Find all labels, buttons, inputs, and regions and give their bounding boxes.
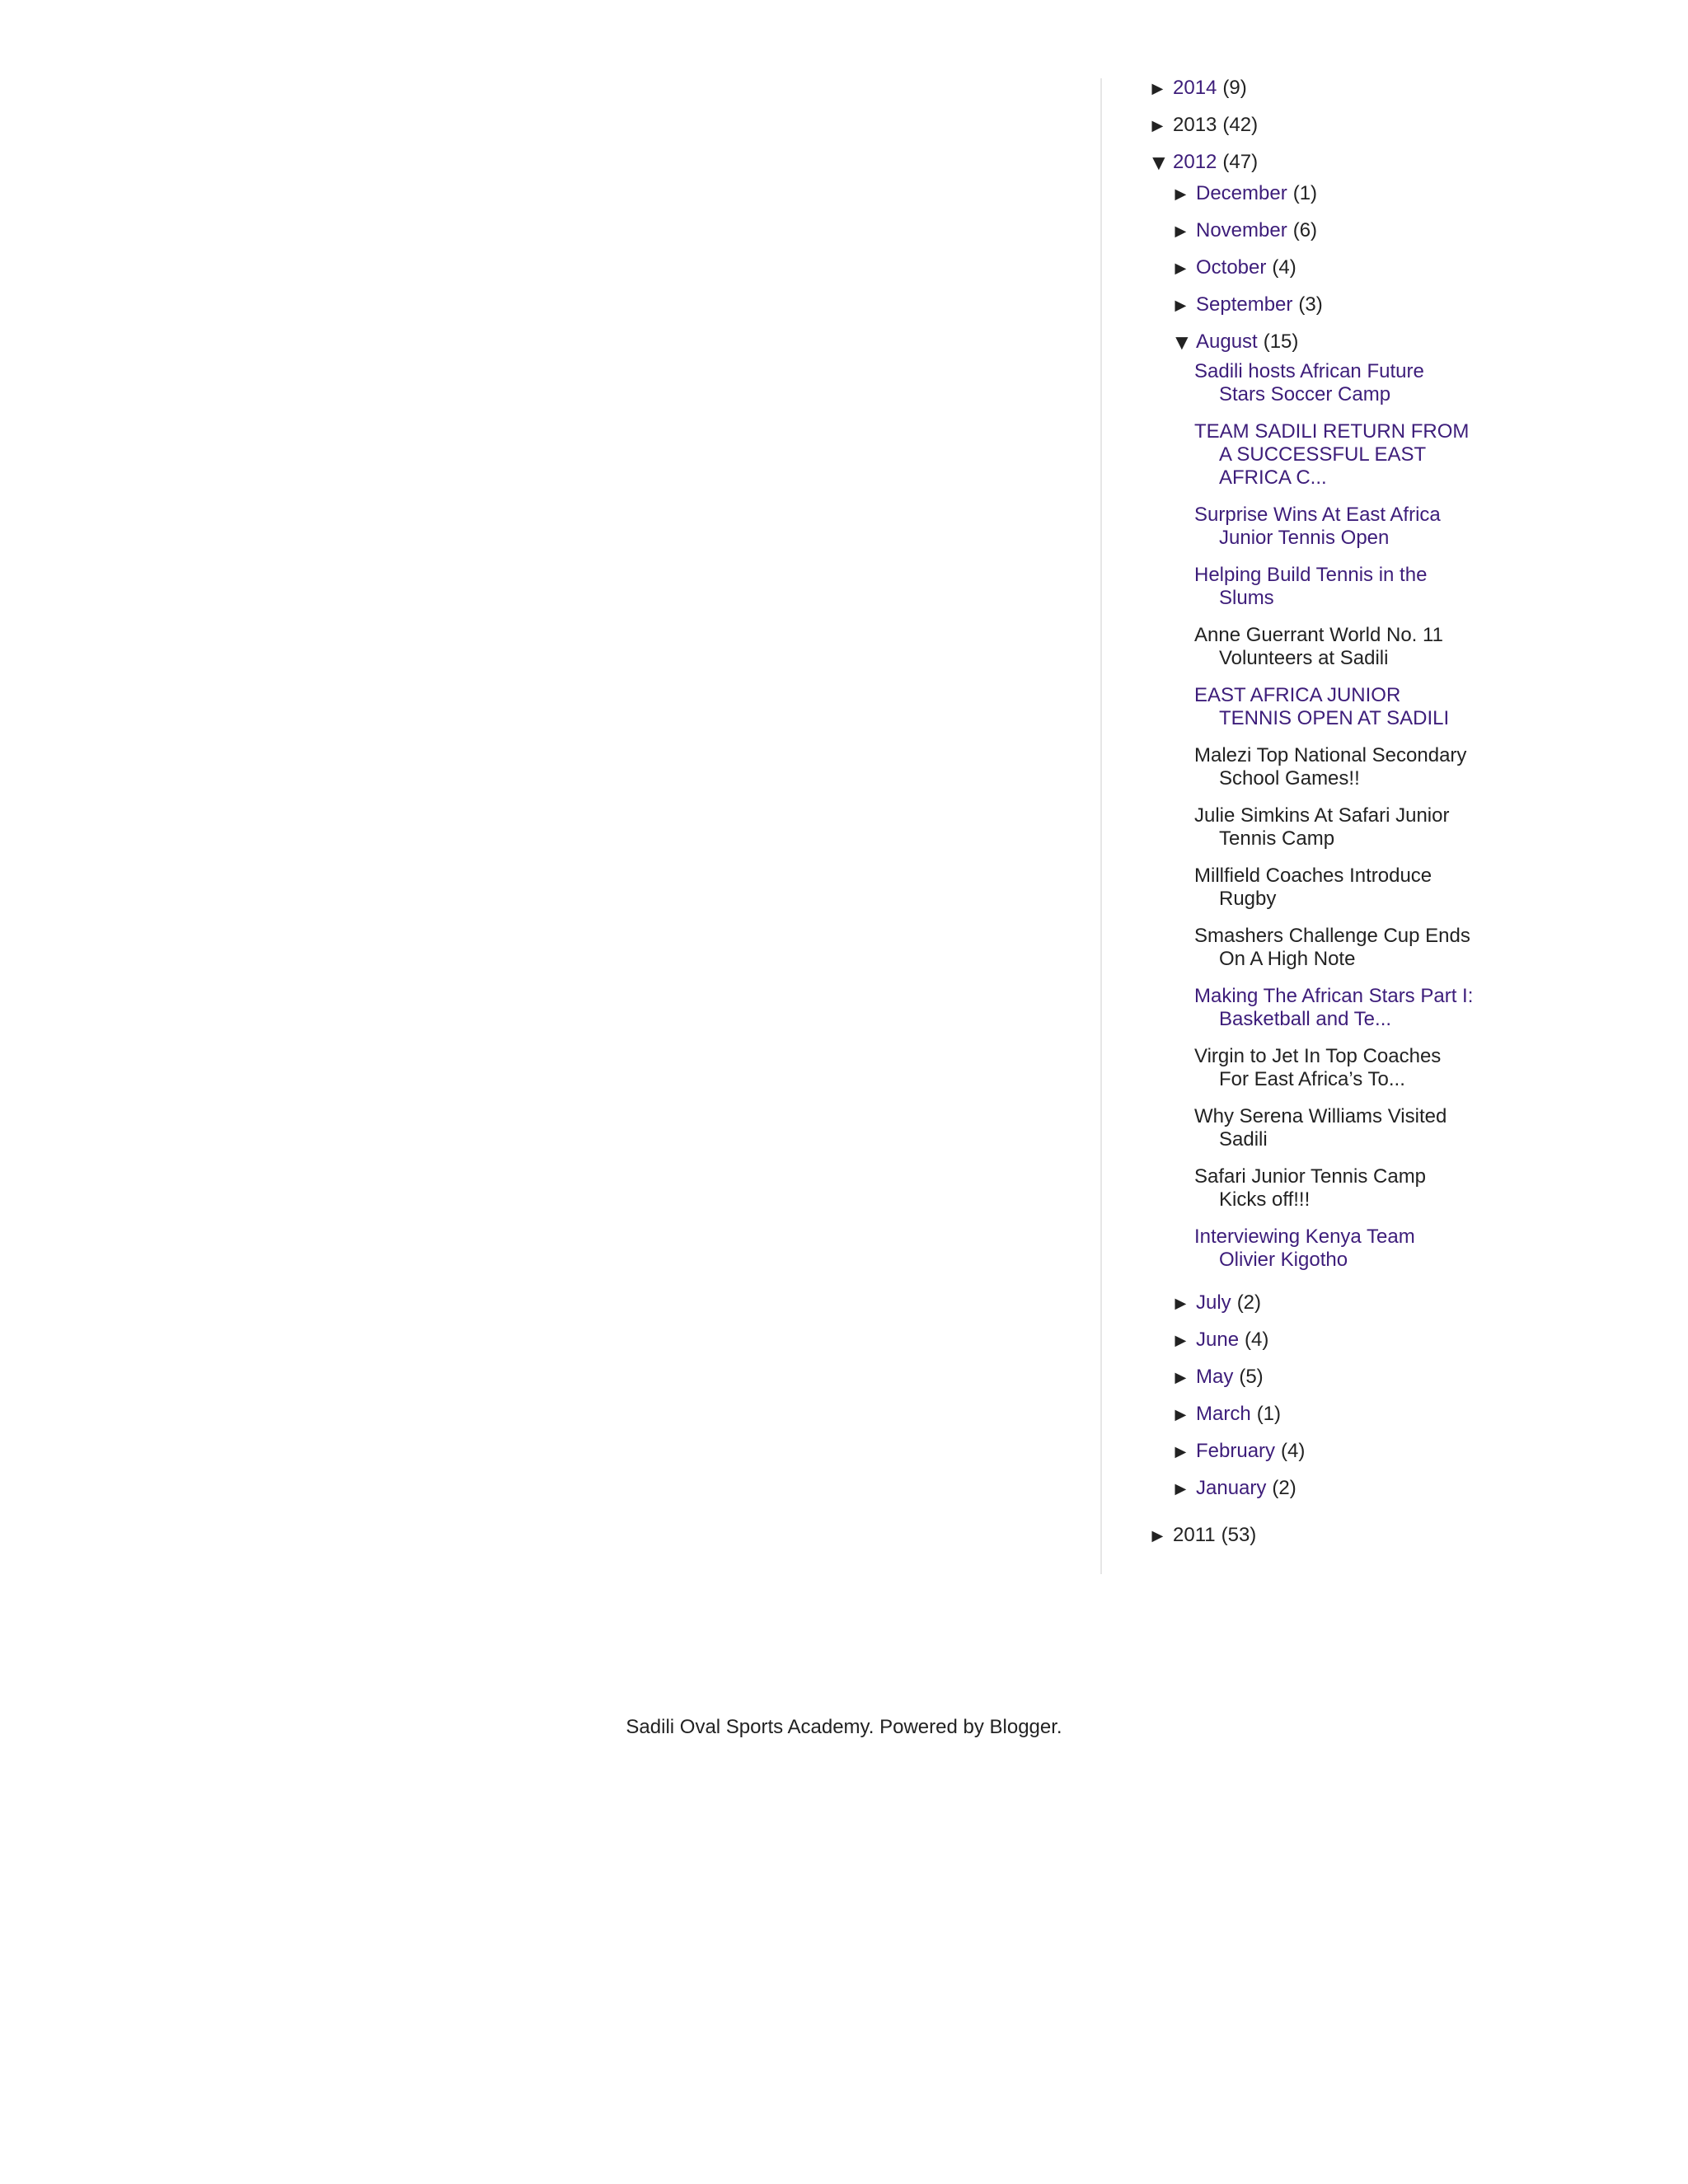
archive-month-october[interactable] bbox=[1171, 255, 1494, 280]
post-link[interactable]: Virgin to Jet In Top Coaches For East Africa’s To... bbox=[1194, 1045, 1442, 1090]
post-count: (5) bbox=[1239, 1366, 1264, 1388]
blog-archive bbox=[1148, 76, 1494, 1560]
blogger-link[interactable]: Blogger bbox=[989, 1716, 1057, 1738]
post-link[interactable]: TEAM SADILI RETURN FROM A SUCCESSFUL EAST AFRICA C... bbox=[1194, 420, 1470, 489]
archive-year-link[interactable]: 2012 bbox=[1173, 151, 1217, 173]
expand-arrow-icon[interactable]: ► bbox=[1171, 257, 1190, 279]
archive-month-july[interactable] bbox=[1171, 1291, 1494, 1315]
post-count: (47) bbox=[1222, 151, 1259, 173]
collapse-arrow-icon[interactable]: ▼ bbox=[1171, 330, 1193, 354]
post-count: (9) bbox=[1222, 77, 1247, 99]
expand-arrow-icon[interactable]: ► bbox=[1171, 1478, 1190, 1499]
post-count: (4) bbox=[1272, 256, 1296, 279]
expand-arrow-icon[interactable]: ► bbox=[1171, 1292, 1190, 1314]
footer bbox=[0, 1716, 1688, 1739]
post-count: (2) bbox=[1236, 1291, 1262, 1314]
archive-month-link[interactable]: July bbox=[1196, 1291, 1231, 1314]
archive-month-january[interactable] bbox=[1171, 1476, 1494, 1501]
archive-year-2012[interactable] bbox=[1148, 150, 1494, 175]
post-count: (6) bbox=[1292, 219, 1318, 241]
archive-month-link[interactable]: December bbox=[1196, 182, 1287, 204]
post-count: (4) bbox=[1245, 1329, 1269, 1351]
expand-arrow-icon[interactable]: ► bbox=[1148, 77, 1167, 99]
collapse-arrow-icon[interactable]: ▼ bbox=[1148, 150, 1170, 175]
post-link[interactable]: Sadili hosts African Future Stars Soccer Camp bbox=[1194, 360, 1424, 405]
archive-month-link[interactable]: March bbox=[1196, 1403, 1251, 1425]
archive-month-august[interactable] bbox=[1171, 330, 1494, 354]
expand-arrow-icon[interactable]: ► bbox=[1171, 220, 1190, 241]
expand-arrow-icon[interactable]: ► bbox=[1171, 1329, 1190, 1351]
august-post-list bbox=[1194, 360, 1475, 1272]
post-link[interactable]: Millfield Coaches Introduce Rugby bbox=[1194, 865, 1432, 910]
archive-month-march[interactable] bbox=[1171, 1402, 1494, 1427]
archive-year-link[interactable]: 2011 bbox=[1173, 1524, 1216, 1546]
archive-month-link[interactable]: June bbox=[1196, 1329, 1240, 1351]
archive-year-2014[interactable] bbox=[1148, 76, 1494, 101]
archive-months-2012 bbox=[1171, 181, 1494, 1501]
archive-month-link[interactable]: January bbox=[1196, 1477, 1267, 1499]
post-count: (53) bbox=[1221, 1524, 1257, 1546]
post-link[interactable]: Surprise Wins At East Africa Junior Tennis Open bbox=[1194, 504, 1441, 549]
post-link[interactable]: Why Serena Williams Visited Sadili bbox=[1194, 1105, 1447, 1151]
footer-text: Sadili Oval Sports Academy. Powered by bbox=[626, 1716, 990, 1738]
expand-arrow-icon[interactable]: ► bbox=[1148, 1525, 1167, 1546]
archive-month-link[interactable]: August bbox=[1196, 330, 1258, 353]
archive-month-link[interactable]: October bbox=[1196, 256, 1267, 279]
post-count: (4) bbox=[1281, 1440, 1306, 1462]
archive-month-november[interactable] bbox=[1171, 218, 1494, 243]
archive-year-link[interactable]: 2014 bbox=[1173, 77, 1217, 99]
post-link[interactable]: Smashers Challenge Cup Ends On A High Note bbox=[1194, 925, 1470, 970]
expand-arrow-icon[interactable]: ► bbox=[1148, 115, 1167, 136]
post-link[interactable]: Malezi Top National Secondary School Games!! bbox=[1194, 744, 1467, 790]
post-count: (3) bbox=[1298, 293, 1323, 316]
post-link[interactable]: Helping Build Tennis in the Slums bbox=[1194, 564, 1428, 609]
archive-month-february[interactable] bbox=[1171, 1439, 1494, 1464]
post-link[interactable]: Interviewing Kenya Team Olivier Kigotho bbox=[1194, 1226, 1415, 1271]
archive-month-link[interactable]: May bbox=[1196, 1366, 1234, 1388]
archive-month-december[interactable] bbox=[1171, 181, 1494, 206]
archive-month-link[interactable]: November bbox=[1196, 219, 1287, 241]
archive-year-2013[interactable] bbox=[1148, 113, 1494, 138]
post-link[interactable]: Safari Junior Tennis Camp Kicks off!!! bbox=[1194, 1165, 1427, 1211]
post-link[interactable]: Anne Guerrant World No. 11 Volunteers at Sadili bbox=[1194, 624, 1443, 669]
sidebar-divider bbox=[1100, 78, 1102, 1574]
archive-year-2011[interactable] bbox=[1148, 1523, 1494, 1548]
expand-arrow-icon[interactable]: ► bbox=[1171, 294, 1190, 316]
post-count: (15) bbox=[1263, 330, 1299, 353]
post-link[interactable]: EAST AFRICA JUNIOR TENNIS OPEN AT SADILI bbox=[1194, 684, 1450, 729]
archive-year-link[interactable]: 2013 bbox=[1173, 114, 1217, 136]
archive-month-link[interactable]: September bbox=[1196, 293, 1293, 316]
expand-arrow-icon[interactable]: ► bbox=[1171, 1441, 1190, 1462]
post-link[interactable]: Julie Simkins At Safari Junior Tennis Camp bbox=[1194, 804, 1450, 850]
post-count: (42) bbox=[1222, 114, 1259, 136]
archive-month-link[interactable]: February bbox=[1196, 1440, 1276, 1462]
footer-period: . bbox=[1056, 1716, 1062, 1738]
archive-month-may[interactable] bbox=[1171, 1365, 1494, 1390]
archive-month-june[interactable] bbox=[1171, 1328, 1494, 1352]
post-link[interactable]: Making The African Stars Part I: Basketball and Te... bbox=[1194, 985, 1474, 1030]
archive-month-september[interactable] bbox=[1171, 293, 1494, 317]
expand-arrow-icon[interactable]: ► bbox=[1171, 1366, 1190, 1388]
expand-arrow-icon[interactable]: ► bbox=[1171, 1404, 1190, 1425]
post-count: (1) bbox=[1256, 1403, 1282, 1425]
post-count: (1) bbox=[1292, 182, 1318, 204]
post-count: (2) bbox=[1272, 1477, 1296, 1499]
expand-arrow-icon[interactable]: ► bbox=[1171, 183, 1190, 204]
